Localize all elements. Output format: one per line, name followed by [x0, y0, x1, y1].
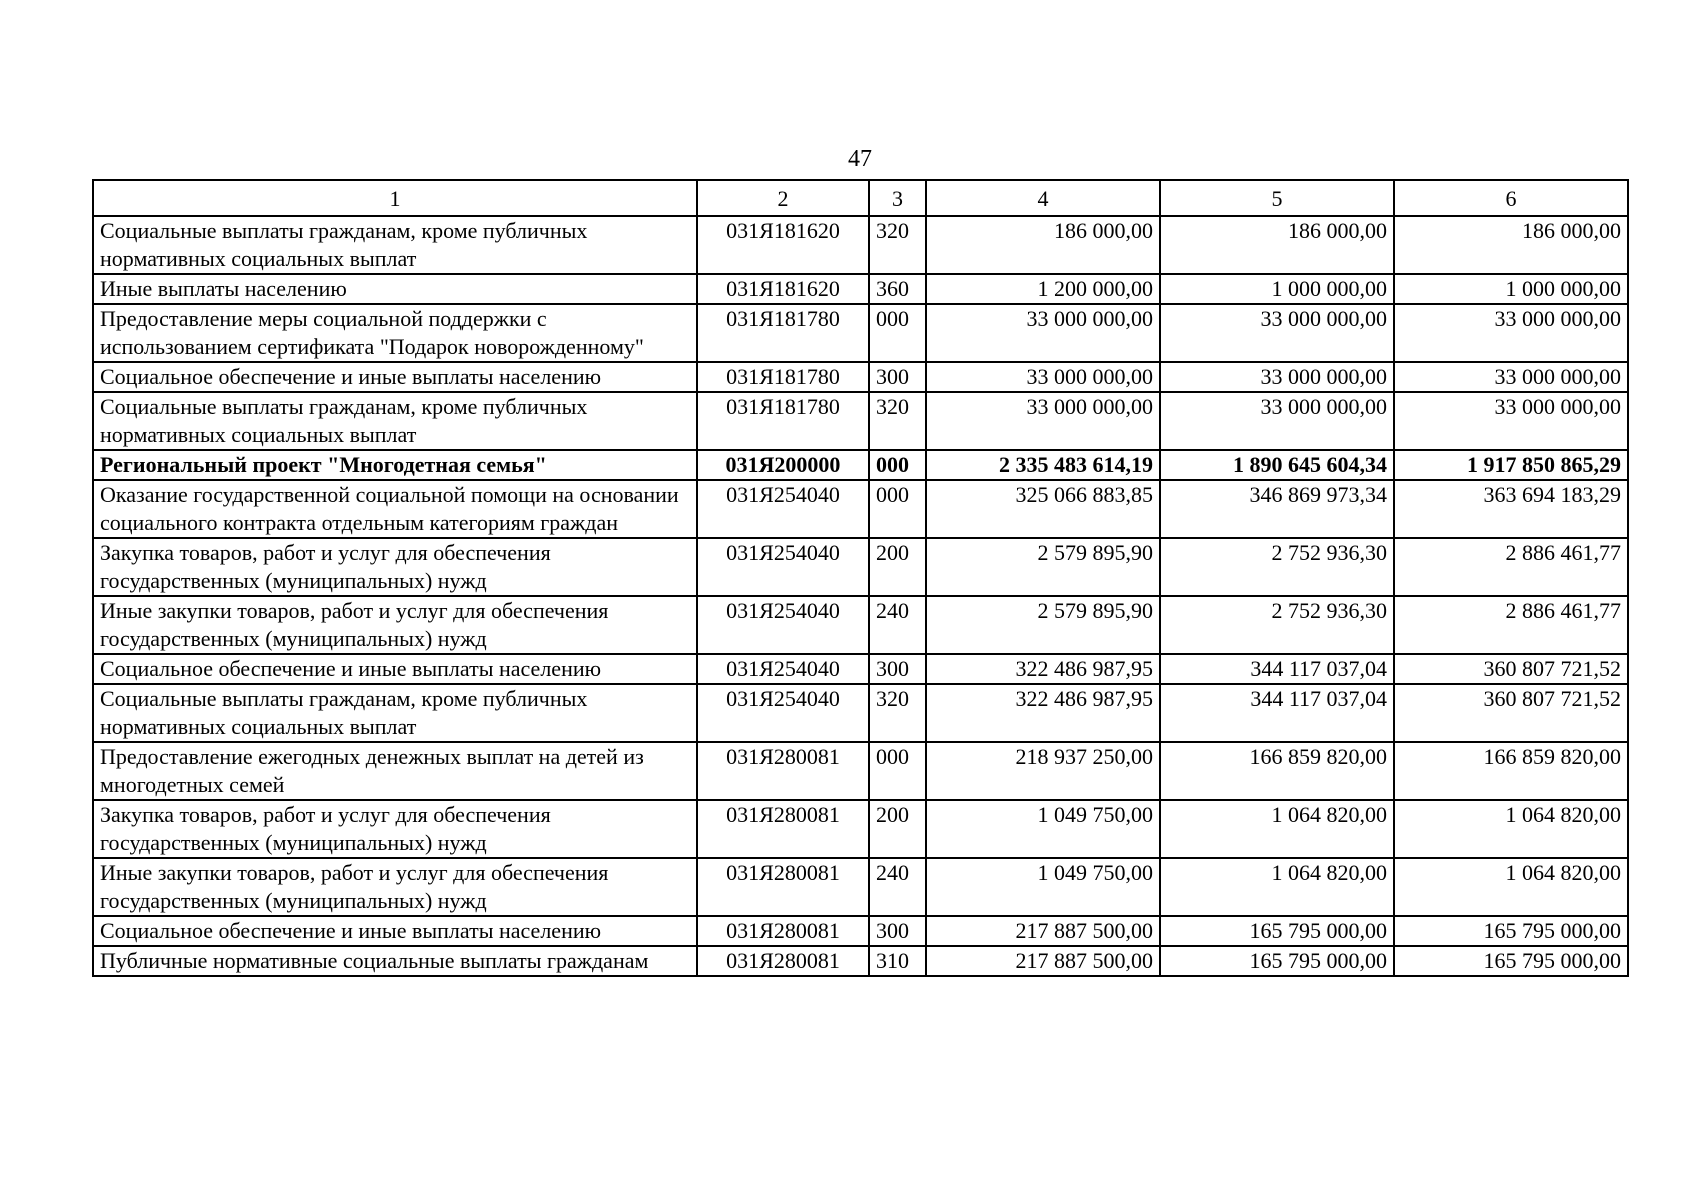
row-kvr: 200 — [869, 538, 926, 596]
row-name: Социальные выплаты гражданам, кроме публичных нормативных социальных выплат — [93, 392, 697, 450]
row-code: 031Я254040 — [697, 538, 869, 596]
table-row — [93, 274, 1628, 304]
row-kvr: 000 — [869, 450, 926, 480]
row-kvr: 310 — [869, 946, 926, 976]
table-row — [93, 216, 1628, 274]
row-kvr: 000 — [869, 742, 926, 800]
row-value-col5: 33 000 000,00 — [1160, 304, 1394, 362]
row-name: Предоставление меры социальной поддержки с использованием сертификата "Подарок новорожденному" — [93, 304, 697, 362]
table-row — [93, 362, 1628, 392]
row-value-col6: 33 000 000,00 — [1394, 362, 1628, 392]
row-code: 031Я181780 — [697, 362, 869, 392]
row-code: 031Я254040 — [697, 596, 869, 654]
row-code: 031Я181620 — [697, 216, 869, 274]
table-row — [93, 916, 1628, 946]
row-value-col5: 1 064 820,00 — [1160, 800, 1394, 858]
row-name: Социальные выплаты гражданам, кроме публичных нормативных социальных выплат — [93, 216, 697, 274]
row-value-col6: 360 807 721,52 — [1394, 684, 1628, 742]
row-value-col6: 1 917 850 865,29 — [1394, 450, 1628, 480]
row-value-col4: 322 486 987,95 — [926, 684, 1160, 742]
row-value-col6: 1 064 820,00 — [1394, 800, 1628, 858]
row-value-col6: 360 807 721,52 — [1394, 654, 1628, 684]
row-value-col5: 2 752 936,30 — [1160, 596, 1394, 654]
row-code: 031Я254040 — [697, 654, 869, 684]
col-header-1: 1 — [93, 180, 697, 216]
row-name: Иные закупки товаров, работ и услуг для обеспечения государственных (муниципальных) нужд — [93, 596, 697, 654]
row-value-col5: 165 795 000,00 — [1160, 946, 1394, 976]
row-value-col5: 1 000 000,00 — [1160, 274, 1394, 304]
row-kvr: 300 — [869, 362, 926, 392]
row-value-col4: 1 200 000,00 — [926, 274, 1160, 304]
page-number: 47 — [848, 146, 872, 172]
col-header-4: 4 — [926, 180, 1160, 216]
table-row — [93, 304, 1628, 362]
row-value-col4: 217 887 500,00 — [926, 916, 1160, 946]
row-value-col5: 186 000,00 — [1160, 216, 1394, 274]
row-value-col6: 1 000 000,00 — [1394, 274, 1628, 304]
table-row — [93, 596, 1628, 654]
row-value-col5: 33 000 000,00 — [1160, 362, 1394, 392]
table-row — [93, 654, 1628, 684]
row-value-col4: 217 887 500,00 — [926, 946, 1160, 976]
row-kvr: 240 — [869, 596, 926, 654]
row-name: Иные выплаты населению — [93, 274, 697, 304]
row-kvr: 000 — [869, 304, 926, 362]
row-code: 031Я280081 — [697, 916, 869, 946]
row-kvr: 300 — [869, 654, 926, 684]
row-value-col4: 322 486 987,95 — [926, 654, 1160, 684]
row-value-col5: 1 064 820,00 — [1160, 858, 1394, 916]
row-value-col6: 2 886 461,77 — [1394, 596, 1628, 654]
row-value-col4: 2 579 895,90 — [926, 538, 1160, 596]
row-code: 031Я280081 — [697, 800, 869, 858]
row-name: Социальные выплаты гражданам, кроме публичных нормативных социальных выплат — [93, 684, 697, 742]
row-value-col4: 33 000 000,00 — [926, 304, 1160, 362]
row-value-col4: 33 000 000,00 — [926, 392, 1160, 450]
row-code: 031Я280081 — [697, 858, 869, 916]
table-row — [93, 858, 1628, 916]
budget-table — [92, 179, 1629, 977]
table-row — [93, 684, 1628, 742]
row-value-col6: 33 000 000,00 — [1394, 392, 1628, 450]
row-value-col5: 344 117 037,04 — [1160, 684, 1394, 742]
col-header-3: 3 — [869, 180, 926, 216]
table-row — [93, 742, 1628, 800]
row-value-col5: 344 117 037,04 — [1160, 654, 1394, 684]
col-header-5: 5 — [1160, 180, 1394, 216]
table-row — [93, 538, 1628, 596]
row-code: 031Я254040 — [697, 684, 869, 742]
row-value-col4: 2 579 895,90 — [926, 596, 1160, 654]
row-name: Предоставление ежегодных денежных выплат на детей из многодетных семей — [93, 742, 697, 800]
row-value-col6: 165 795 000,00 — [1394, 946, 1628, 976]
header-row — [93, 180, 1628, 216]
row-code: 031Я181780 — [697, 392, 869, 450]
row-code: 031Я200000 — [697, 450, 869, 480]
row-value-col6: 166 859 820,00 — [1394, 742, 1628, 800]
row-value-col5: 33 000 000,00 — [1160, 392, 1394, 450]
col-header-2: 2 — [697, 180, 869, 216]
row-value-col5: 2 752 936,30 — [1160, 538, 1394, 596]
table-row — [93, 450, 1628, 480]
row-name: Закупка товаров, работ и услуг для обеспечения государственных (муниципальных) нужд — [93, 538, 697, 596]
table-row — [93, 392, 1628, 450]
row-value-col4: 186 000,00 — [926, 216, 1160, 274]
table-body — [93, 216, 1628, 976]
row-code: 031Я254040 — [697, 480, 869, 538]
row-value-col6: 2 886 461,77 — [1394, 538, 1628, 596]
row-value-col5: 1 890 645 604,34 — [1160, 450, 1394, 480]
row-kvr: 320 — [869, 684, 926, 742]
row-code: 031Я280081 — [697, 946, 869, 976]
row-value-col6: 33 000 000,00 — [1394, 304, 1628, 362]
row-value-col4: 325 066 883,85 — [926, 480, 1160, 538]
row-name: Региональный проект "Многодетная семья" — [93, 450, 697, 480]
row-value-col4: 218 937 250,00 — [926, 742, 1160, 800]
row-value-col4: 33 000 000,00 — [926, 362, 1160, 392]
row-kvr: 240 — [869, 858, 926, 916]
table-row — [93, 800, 1628, 858]
row-value-col4: 2 335 483 614,19 — [926, 450, 1160, 480]
row-name: Социальное обеспечение и иные выплаты населению — [93, 362, 697, 392]
row-name: Социальное обеспечение и иные выплаты населению — [93, 654, 697, 684]
row-name: Оказание государственной социальной помощи на основании социального контракта отдельным категориям граждан — [93, 480, 697, 538]
row-value-col5: 166 859 820,00 — [1160, 742, 1394, 800]
row-code: 031Я181620 — [697, 274, 869, 304]
row-kvr: 200 — [869, 800, 926, 858]
row-name: Иные закупки товаров, работ и услуг для обеспечения государственных (муниципальных) нужд — [93, 858, 697, 916]
row-value-col5: 346 869 973,34 — [1160, 480, 1394, 538]
row-kvr: 000 — [869, 480, 926, 538]
row-value-col6: 165 795 000,00 — [1394, 916, 1628, 946]
row-kvr: 320 — [869, 216, 926, 274]
row-value-col4: 1 049 750,00 — [926, 858, 1160, 916]
row-code: 031Я280081 — [697, 742, 869, 800]
row-value-col6: 1 064 820,00 — [1394, 858, 1628, 916]
row-value-col4: 1 049 750,00 — [926, 800, 1160, 858]
row-name: Социальное обеспечение и иные выплаты населению — [93, 916, 697, 946]
row-value-col6: 363 694 183,29 — [1394, 480, 1628, 538]
row-value-col6: 186 000,00 — [1394, 216, 1628, 274]
table-row — [93, 480, 1628, 538]
row-name: Закупка товаров, работ и услуг для обеспечения государственных (муниципальных) нужд — [93, 800, 697, 858]
row-name: Публичные нормативные социальные выплаты гражданам — [93, 946, 697, 976]
col-header-6: 6 — [1394, 180, 1628, 216]
table-row — [93, 946, 1628, 976]
row-kvr: 360 — [869, 274, 926, 304]
row-kvr: 300 — [869, 916, 926, 946]
row-value-col5: 165 795 000,00 — [1160, 916, 1394, 946]
row-kvr: 320 — [869, 392, 926, 450]
row-code: 031Я181780 — [697, 304, 869, 362]
